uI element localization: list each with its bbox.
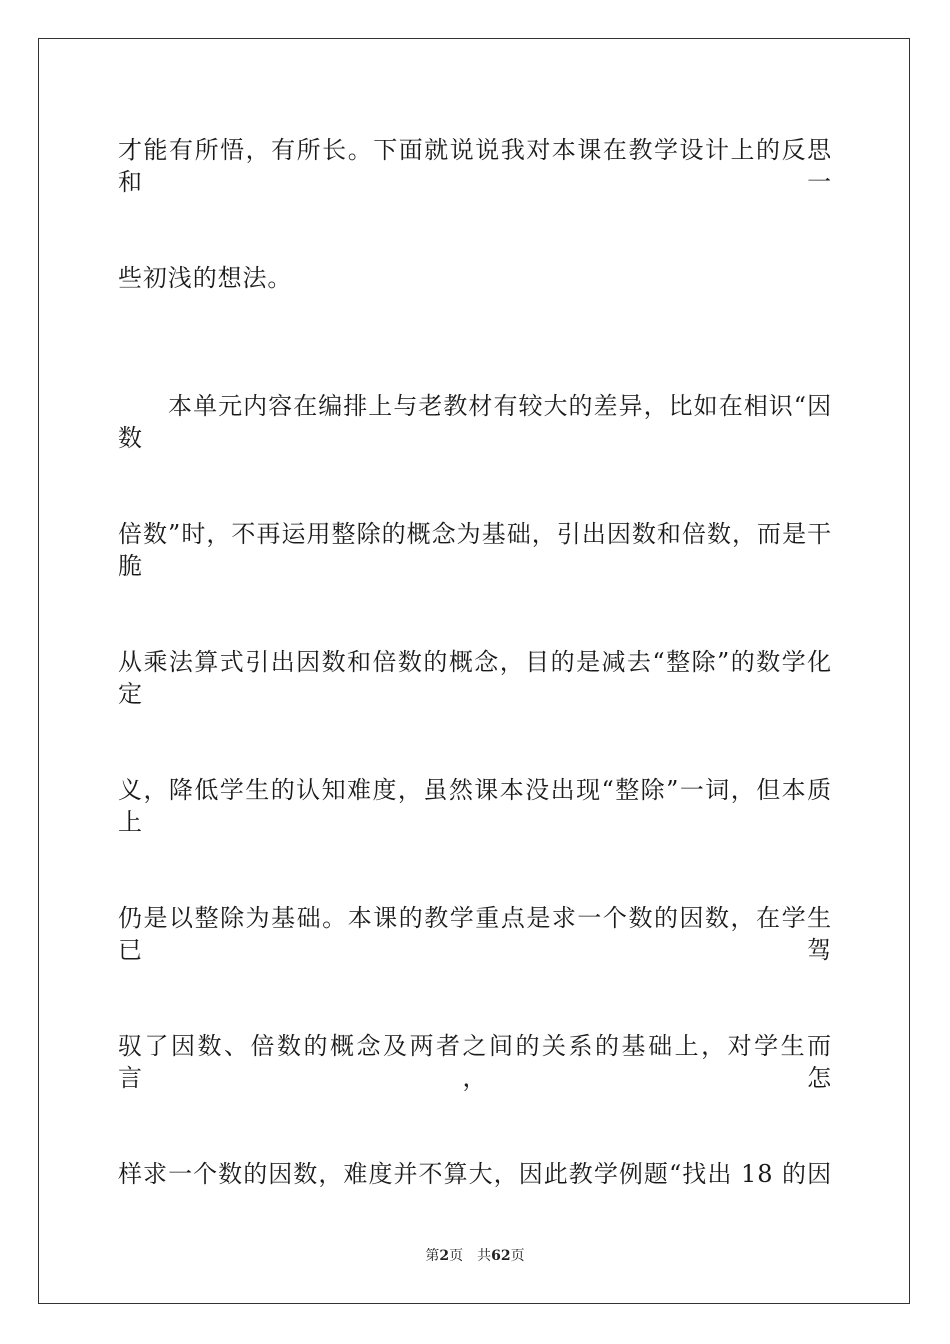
body-text-line: 些初浅的想法。 bbox=[118, 264, 293, 292]
body-text-line: 才能有所悟，有所长。下面就说说我对本课在教学设计上的反思和一 bbox=[118, 136, 832, 196]
footer-total-suffix: 页 bbox=[510, 1248, 525, 1264]
footer-total-prefix: 共 bbox=[477, 1248, 492, 1264]
footer-total-pages: 62 bbox=[491, 1248, 511, 1264]
body-text-line: 驭了因数、倍数的概念及两者之间的关系的基础上，对学生而言，怎 bbox=[118, 1032, 832, 1092]
footer-page-prefix: 第 bbox=[425, 1248, 440, 1264]
body-text-line: 本单元内容在编排上与老教材有较大的差异，比如在相识“因数 bbox=[118, 392, 832, 452]
footer-page-number: 2 bbox=[439, 1248, 450, 1264]
body-text-line: 仍是以整除为基础。本课的教学重点是求一个数的因数，在学生已驾 bbox=[118, 904, 832, 964]
page-footer bbox=[0, 1246, 950, 1266]
body-text-line: 样求一个数的因数，难度并不算大，因此教学例题“找出 18 的因 bbox=[118, 1160, 832, 1188]
body-text-line: 义，降低学生的认知难度，虽然课本没出现“整除”一词，但本质上 bbox=[118, 776, 832, 836]
body-text-line: 从乘法算式引出因数和倍数的概念，目的是减去“整除”的数学化定 bbox=[118, 648, 832, 708]
body-text-line: 倍数”时，不再运用整除的概念为基础，引出因数和倍数，而是干脆 bbox=[118, 520, 832, 580]
footer-page-suffix: 页 bbox=[449, 1248, 464, 1264]
